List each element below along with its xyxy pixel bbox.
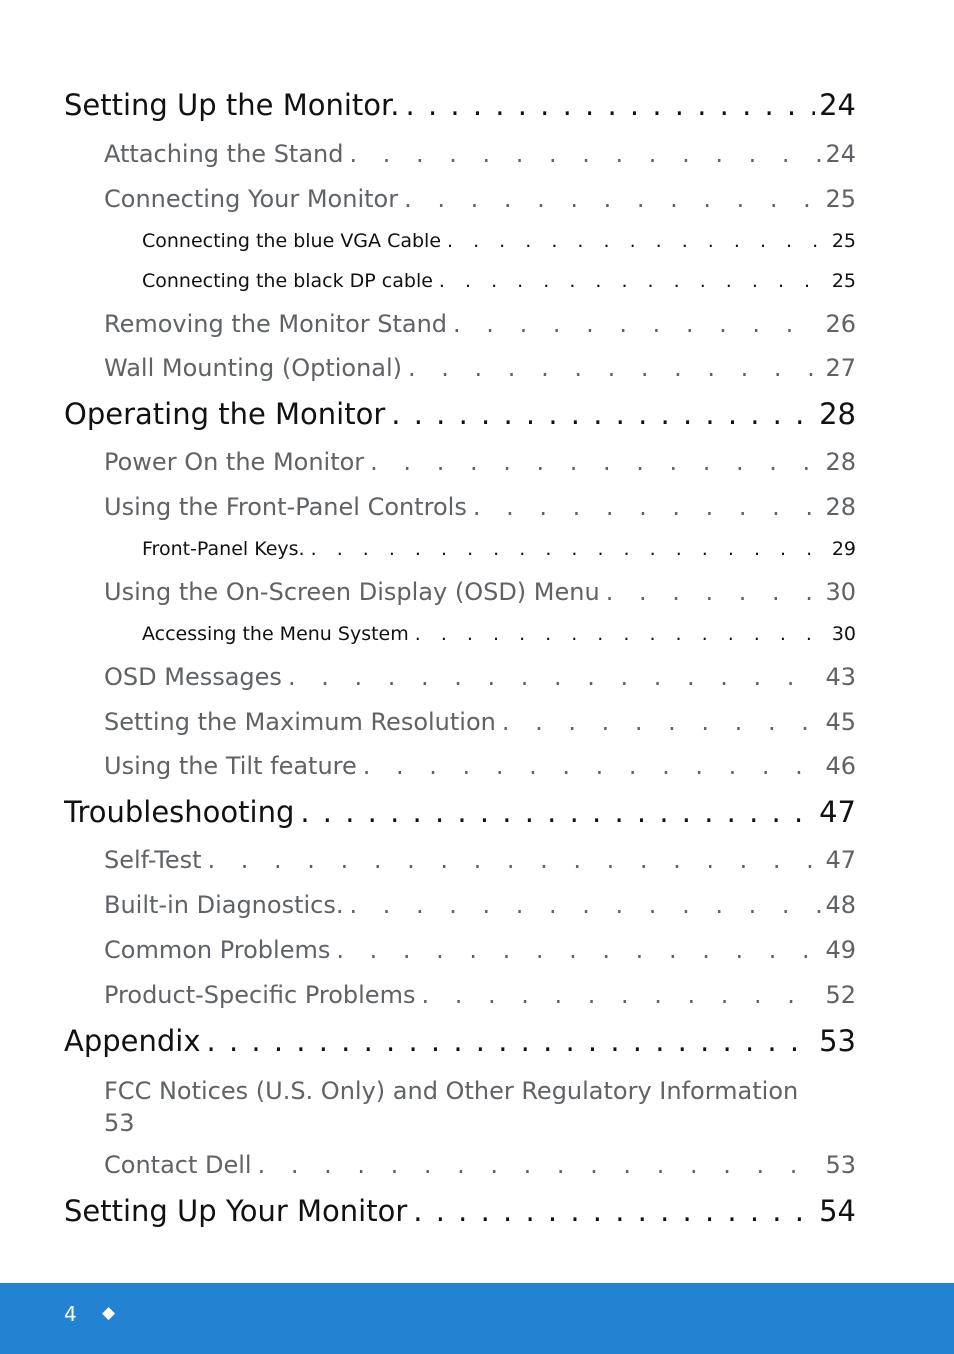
dot-leader — [404, 185, 821, 213]
toc-entry-title: Using the Front-Panel Controls — [104, 493, 467, 521]
toc-entry-title: Troubleshooting — [64, 795, 295, 829]
toc-entry-page: 28 — [819, 397, 856, 431]
toc-entry-attaching-the-stand[interactable] — [104, 140, 856, 168]
toc-entry-page: 24 — [825, 140, 856, 168]
toc-entry-using-tilt-feature[interactable] — [104, 752, 856, 780]
toc-entry-removing-the-monitor-stand[interactable] — [104, 310, 856, 338]
toc-entry-wall-mounting[interactable] — [104, 354, 856, 382]
toc-entry-title: Built-in Diagnostics. — [104, 891, 344, 919]
page-number: 4 — [64, 1302, 77, 1326]
toc-entry-page: 53 — [825, 1151, 856, 1179]
toc-entry-page: 47 — [825, 846, 856, 874]
toc-entry-page: 49 — [825, 936, 856, 964]
toc-entry-fcc-notices[interactable] — [104, 1075, 856, 1139]
dot-leader — [391, 397, 815, 431]
dot-leader — [258, 1151, 822, 1179]
dot-leader — [349, 891, 821, 919]
toc-entry-page: 30 — [831, 623, 856, 645]
toc-entry-setting-up-the-monitor[interactable] — [64, 88, 856, 122]
toc-entry-title: Removing the Monitor Stand — [104, 310, 448, 338]
toc-entry-title: OSD Messages — [104, 663, 282, 691]
toc-entry-connecting-black-dp-cable[interactable] — [142, 270, 856, 292]
toc-entry-page: 26 — [825, 310, 856, 338]
toc-entry-title: Front-Panel Keys. — [142, 538, 305, 560]
toc-entry-page: 46 — [825, 752, 856, 780]
page-footer-bar — [0, 1283, 954, 1354]
toc-entry-troubleshooting[interactable] — [64, 795, 856, 829]
toc-entry-title: Product-Specific Problems — [104, 981, 416, 1009]
toc-entry-title: FCC Notices (U.S. Only) and Other Regulatory Information — [104, 1077, 799, 1105]
toc-entry-setting-up-your-monitor[interactable] — [64, 1194, 856, 1228]
toc-entry-page: 53 — [819, 1024, 856, 1058]
toc-entry-common-problems[interactable] — [104, 936, 856, 964]
toc-entry-built-in-diagnostics[interactable] — [104, 891, 856, 919]
toc-entry-page: 48 — [825, 891, 856, 919]
toc-entry-title: Operating the Monitor — [64, 397, 386, 431]
toc-entry-title: Power On the Monitor — [104, 448, 365, 476]
toc-entry-title: Attaching the Stand — [104, 140, 344, 168]
toc-entry-title: Connecting the blue VGA Cable — [142, 230, 442, 252]
toc-entry-page: 27 — [825, 354, 856, 382]
dot-leader — [336, 936, 821, 964]
dot-leader — [363, 752, 822, 780]
dot-leader — [439, 270, 828, 292]
toc-entry-power-on-the-monitor[interactable] — [104, 448, 856, 476]
dot-leader — [300, 795, 815, 829]
toc-entry-page: 29 — [831, 538, 856, 560]
dot-leader — [208, 846, 822, 874]
toc-entry-osd-messages[interactable] — [104, 663, 856, 691]
dot-leader — [288, 663, 822, 691]
toc-entry-page: 28 — [825, 493, 856, 521]
toc-entry-title: Using the On-Screen Display (OSD) Menu — [104, 578, 600, 606]
toc-entry-title: Setting Up Your Monitor — [64, 1194, 408, 1228]
toc-entry-page: 52 — [825, 981, 856, 1009]
toc-entry-page: 25 — [831, 270, 856, 292]
toc-entry-contact-dell[interactable] — [104, 1151, 856, 1179]
dot-leader — [502, 708, 822, 736]
toc-entry-connecting-blue-vga-cable[interactable] — [142, 230, 856, 252]
toc-entry-page: 30 — [825, 578, 856, 606]
dot-leader — [207, 1024, 816, 1058]
toc-entry-title: Common Problems — [104, 936, 331, 964]
dot-leader — [421, 981, 821, 1009]
toc-entry-operating-the-monitor[interactable] — [64, 397, 856, 431]
toc-entry-using-front-panel-controls[interactable] — [104, 493, 856, 521]
dot-leader — [370, 448, 821, 476]
diamond-icon: ◆ — [102, 1303, 116, 1323]
dot-leader — [413, 1194, 815, 1228]
toc-entry-title: Accessing the Menu System — [142, 623, 409, 645]
toc-entry-title: Wall Mounting (Optional) — [104, 354, 403, 382]
toc-entry-title: Self-Test — [104, 846, 202, 874]
dot-leader — [415, 623, 828, 645]
toc-entry-title: Using the Tilt feature — [104, 752, 357, 780]
toc-entry-title: Contact Dell — [104, 1151, 252, 1179]
toc-entry-title: Setting Up the Monitor. — [64, 88, 400, 122]
toc-entry-page: 47 — [819, 795, 856, 829]
toc-entry-title: Connecting Your Monitor — [104, 185, 399, 213]
toc-entry-product-specific-problems[interactable] — [104, 981, 856, 1009]
toc-entry-page: 25 — [825, 185, 856, 213]
toc-entry-page: 45 — [825, 708, 856, 736]
toc-entry-page: 54 — [819, 1194, 856, 1228]
toc-entry-front-panel-keys[interactable] — [142, 538, 856, 560]
toc-entry-appendix[interactable] — [64, 1024, 856, 1058]
toc-entry-setting-maximum-resolution[interactable] — [104, 708, 856, 736]
toc-entry-page: 24 — [819, 88, 856, 122]
dot-leader — [349, 140, 821, 168]
toc-entry-title: Setting the Maximum Resolution — [104, 708, 496, 736]
toc-entry-using-osd-menu[interactable] — [104, 578, 856, 606]
dot-leader — [473, 493, 822, 521]
toc-entry-title: Connecting the black DP cable — [142, 270, 433, 292]
toc-entry-page: 43 — [825, 663, 856, 691]
dot-leader — [408, 354, 821, 382]
toc-entry-page: 25 — [831, 230, 856, 252]
dot-leader — [311, 538, 828, 560]
dot-leader — [606, 578, 822, 606]
toc-entry-self-test[interactable] — [104, 846, 856, 874]
toc-entry-title: Appendix — [64, 1024, 201, 1058]
toc-entry-page: 28 — [825, 448, 856, 476]
dot-leader — [447, 230, 828, 252]
toc-entry-page: 53 — [104, 1109, 135, 1137]
toc-entry-accessing-menu-system[interactable] — [142, 623, 856, 645]
dot-leader — [453, 310, 821, 338]
dot-leader — [406, 88, 816, 122]
toc-entry-connecting-your-monitor[interactable] — [104, 185, 856, 213]
